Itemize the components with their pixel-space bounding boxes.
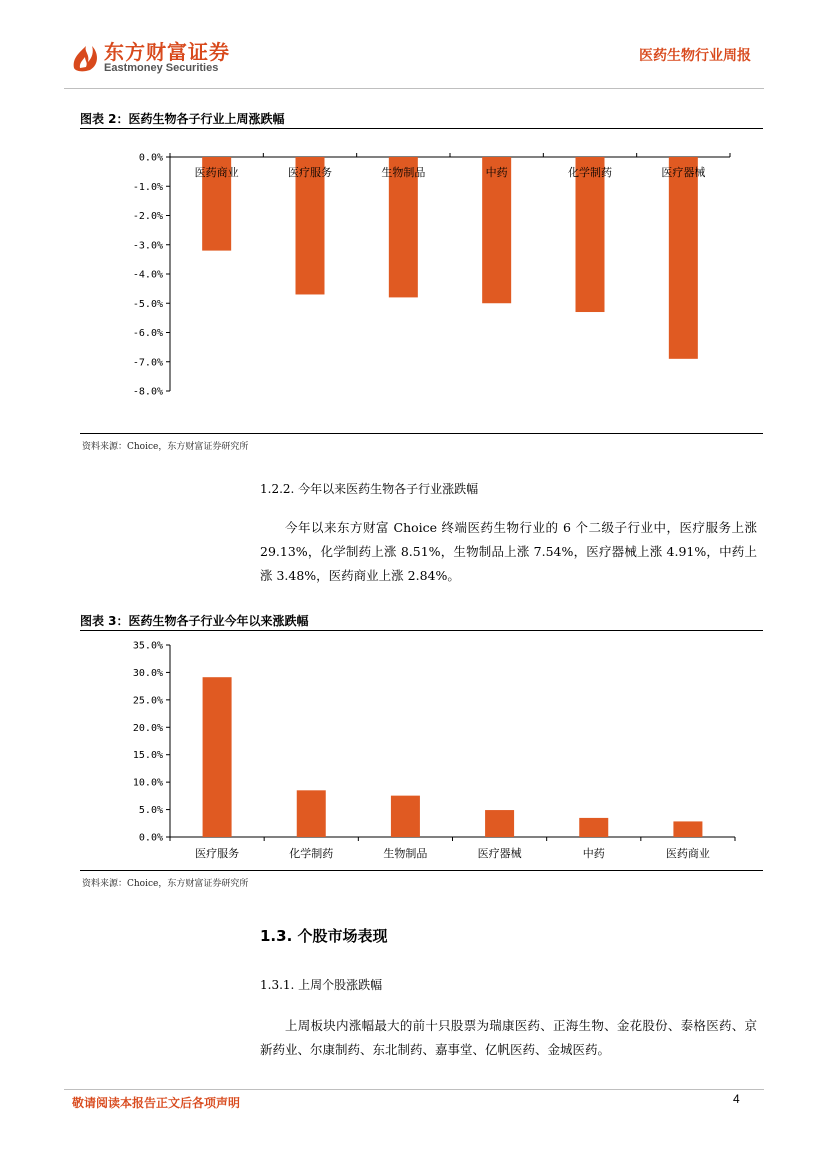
footer-divider xyxy=(64,1089,764,1090)
y-tick-label: 20.0% xyxy=(132,722,163,734)
category-label: 医药商业 xyxy=(665,847,710,860)
y-tick-label: 15.0% xyxy=(132,750,163,762)
y-tick-label: 25.0% xyxy=(132,695,163,707)
figure-2-bottom-rule xyxy=(80,433,763,434)
y-tick-label: -3.0% xyxy=(132,240,163,252)
report-type: 医药生物行业周报 xyxy=(639,48,751,64)
section-1-3-1-paragraph: 上周板块内涨幅最大的前十只股票为瑞康医药、正海生物、金花股份、泰格医药、京新药业、尔康制药、东北制药、嘉事堂、亿帆医药、金城医药。 xyxy=(260,1018,757,1057)
bar xyxy=(485,810,514,837)
category-label: 化学制药 xyxy=(568,166,612,179)
y-tick-label: -1.0% xyxy=(132,181,163,193)
section-heading-1-3-1: 1.3.1. 上周个股涨跌幅 xyxy=(260,978,383,992)
figure-3-bottom-rule xyxy=(80,870,763,871)
figure-2-title: 图表 2：医药生物各子行业上周涨跌幅 xyxy=(80,112,285,126)
bar xyxy=(579,818,608,837)
y-tick-label: -5.0% xyxy=(132,298,163,310)
section-heading-1-2-2: 1.2.2. 今年以来医药生物各子行业涨跌幅 xyxy=(260,482,479,496)
y-tick-label: 5.0% xyxy=(138,805,163,817)
figure-3-title: 图表 3：医药生物各子行业今年以来涨跌幅 xyxy=(80,614,309,628)
category-label: 医疗器械 xyxy=(661,166,706,179)
eastmoney-flame-logo-icon xyxy=(70,38,100,72)
brand-name: 东方财富证券 xyxy=(104,40,230,64)
category-label: 生物制品 xyxy=(383,847,428,860)
footer-disclaimer: 敬请阅读本报告正文后各项声明 xyxy=(72,1096,241,1110)
figure-3-source: 资料来源：Choice，东方财富证券研究所 xyxy=(82,879,249,889)
category-label: 医疗器械 xyxy=(477,847,522,860)
y-tick-label: 35.0% xyxy=(132,640,163,652)
figure-2-chart xyxy=(80,140,763,410)
bar xyxy=(391,796,420,837)
y-tick-label: 10.0% xyxy=(132,777,163,789)
bar xyxy=(576,157,605,312)
y-tick-label: 0.0% xyxy=(138,152,163,164)
category-label: 医疗服务 xyxy=(288,166,332,179)
category-label: 医药商业 xyxy=(194,166,239,179)
y-tick-label: -6.0% xyxy=(132,328,163,339)
figure-2-top-rule xyxy=(80,128,763,129)
y-tick-label: -8.0% xyxy=(132,386,163,398)
figure-2-source: 资料来源：Choice，东方财富证券研究所 xyxy=(82,442,249,452)
figure-3-top-rule xyxy=(80,630,763,631)
figure-3-chart xyxy=(80,636,763,868)
category-label: 中药 xyxy=(485,166,508,179)
category-label: 生物制品 xyxy=(381,166,426,179)
bar xyxy=(673,821,702,837)
y-tick-label: 30.0% xyxy=(132,667,163,679)
y-tick-label: 0.0% xyxy=(138,832,163,844)
logo xyxy=(70,38,100,72)
category-label: 化学制药 xyxy=(289,847,334,860)
y-tick-label: -4.0% xyxy=(132,269,163,281)
header-divider xyxy=(64,88,764,89)
section-1-2-2-paragraph: 今年以来东方财富 Choice 终端医药生物行业的 6 个二级子行业中，医疗服务上涨 29.13%，化学制药上涨 8.51%，生物制品上涨 7.54%，医疗器械上涨 4.91%，中药上涨 3.48%，医药商业上涨 2.84%。 xyxy=(260,520,757,583)
page-number: 4 xyxy=(733,1092,740,1106)
section-heading-1-3: 1.3. 个股市场表现 xyxy=(260,927,388,945)
y-tick-label: -2.0% xyxy=(132,211,163,222)
brand-name-english: Eastmoney Securities xyxy=(104,62,219,74)
bar xyxy=(297,790,326,837)
bar xyxy=(203,677,232,837)
bar xyxy=(669,157,698,359)
category-label: 医疗服务 xyxy=(195,847,240,860)
y-tick-label: -7.0% xyxy=(132,357,163,369)
category-label: 中药 xyxy=(582,847,605,860)
